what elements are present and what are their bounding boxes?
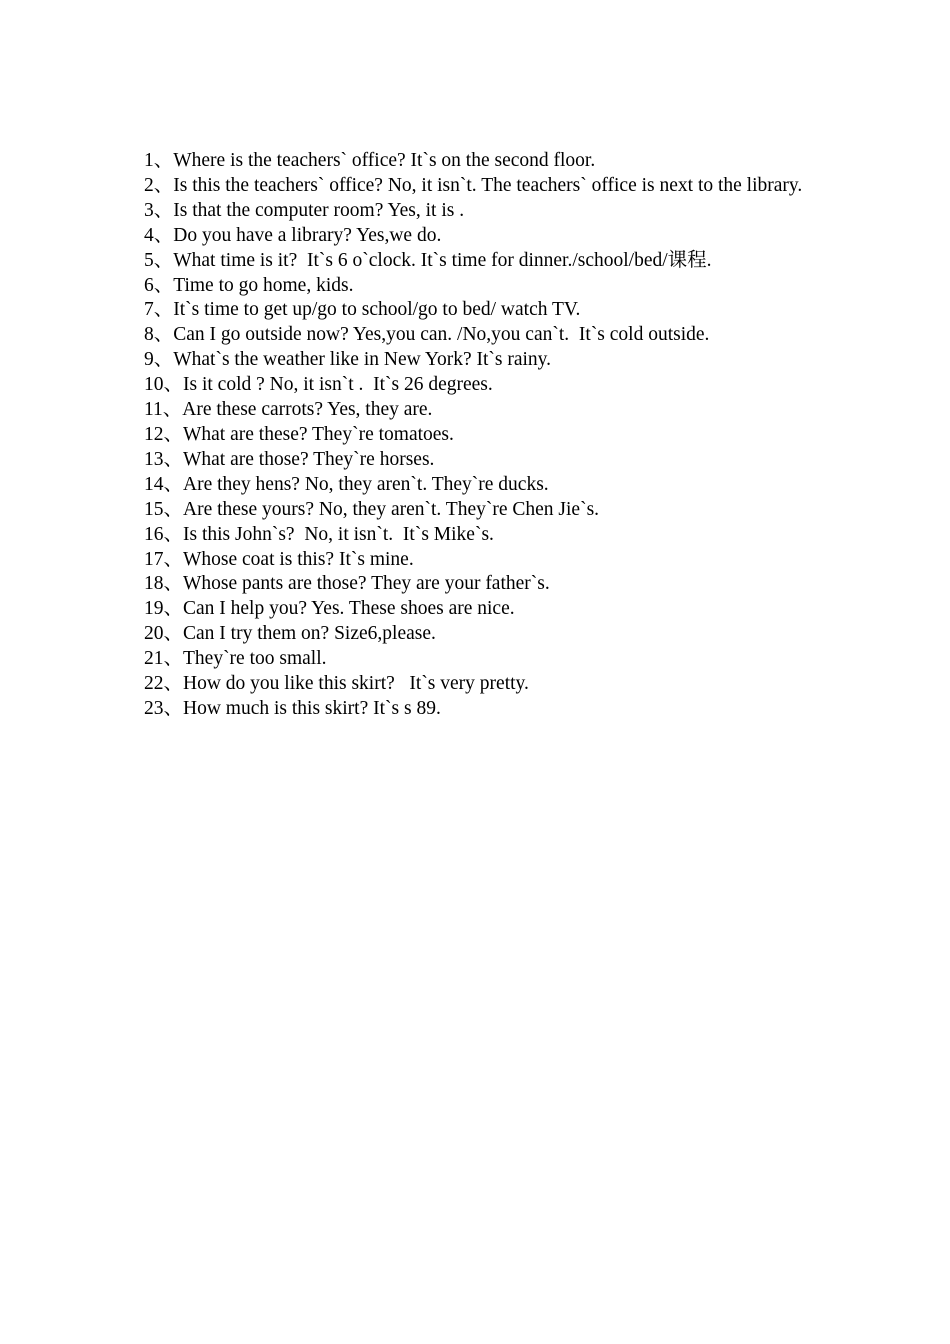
- sentence-line: 3、Is that the computer room? Yes, it is .: [144, 199, 465, 221]
- sentence-line: 16、Is this John`s? No, it isn`t. It`s Mike`s.: [144, 523, 494, 545]
- sentence-line: 21、They`re too small.: [144, 648, 327, 670]
- sentence-line: 20、Can I try them on? Size6,please.: [144, 623, 436, 645]
- sentence-line: 7、It`s time to get up/go to school/go to bed/ watch TV.: [144, 299, 581, 321]
- sentence-line: 9、What`s the weather like in New York? It`s rainy.: [144, 349, 552, 371]
- sentence-line: 22、How do you like this skirt? It`s very pretty.: [144, 673, 529, 695]
- sentence-line: 4、Do you have a library? Yes,we do.: [144, 224, 442, 246]
- sentence-line: 14、Are they hens? No, they aren`t. They`re ducks.: [144, 473, 549, 495]
- sentence-line: 6、Time to go home, kids.: [144, 274, 354, 296]
- sentence-line: 19、Can I help you? Yes. These shoes are nice.: [144, 598, 515, 620]
- sentence-line: 11、Are these carrots? Yes, they are.: [144, 399, 433, 421]
- sentence-line: 8、Can I go outside now? Yes,you can. /No,you can`t. It`s cold outside.: [144, 324, 710, 346]
- sentence-line: 13、What are those? They`re horses.: [144, 448, 435, 470]
- sentence-line: 23、How much is this skirt? It`s s 89.: [144, 697, 441, 719]
- sentence-line: 1、Where is the teachers` office? It`s on the second floor.: [144, 150, 596, 171]
- sentence-line: 12、What are these? They`re tomatoes.: [144, 423, 454, 445]
- sentence-line: 15、Are these yours? No, they aren`t. They`re Chen Jie`s.: [144, 498, 600, 520]
- sentence-list: [144, 149, 814, 722]
- sentence-line: 5、What time is it? It`s 6 o`clock. It`s time for dinner./school/bed/课程.: [144, 249, 712, 271]
- sentence-line: 17、Whose coat is this? It`s mine.: [144, 548, 414, 570]
- sentence-line: 10、Is it cold ? No, it isn`t . It`s 26 degrees.: [144, 374, 493, 396]
- sentence-line: 2、Is this the teachers` office? No, it isn`t. The teachers` office is next to the library.: [144, 174, 803, 196]
- sentence-line: 18、Whose pants are those? They are your father`s.: [144, 573, 550, 595]
